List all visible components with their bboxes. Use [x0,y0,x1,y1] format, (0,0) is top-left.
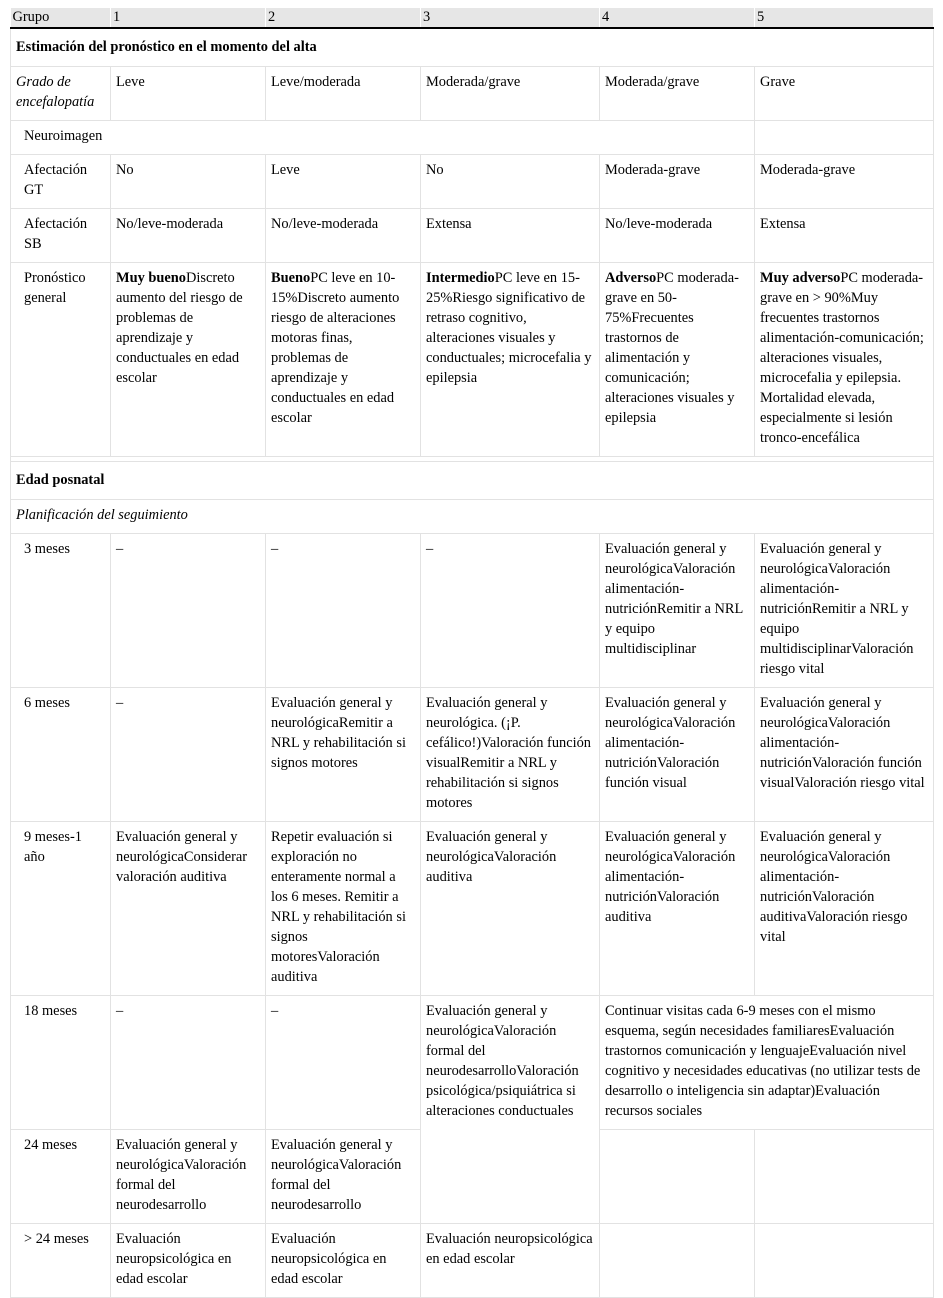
section-row [11,462,934,500]
table-cell [755,263,934,457]
table-cell: Extensa [421,209,600,263]
prognosis-grade: Bueno [271,270,311,286]
table-cell: Evaluación neuropsicológica en edad escolar [111,1224,266,1298]
table-cell: – [266,996,421,1130]
table-cell [755,1224,934,1298]
table-cell [600,263,755,457]
prognosis-text: Discreto aumento del riesgo de problemas de aprendizaje y conductuales en edad escolar [116,270,243,386]
row-label-18-meses: 18 meses [11,996,111,1130]
table-cell: Evaluación general y neurológicaValoración alimentación-nutriciónValoración función visual [600,688,755,822]
prognosis-text: PC moderada-grave en > 90%Muy frecuentes trastornos alimentación-comunicación; alteraciones visuales, microcefalia y epilepsia. Mortalidad elevada, especialmente si lesión tronco-encefálica [760,270,924,446]
table-cell: Evaluación neuropsicológica en edad escolar [421,1224,600,1298]
table-cell: Moderada-grave [755,155,934,209]
prognosis-grade: Adverso [605,270,657,286]
table-cell [600,1130,755,1224]
table-cell: Leve/moderada [266,67,421,121]
table-cell [266,263,421,457]
table-cell: Evaluación general y neurológicaValoración alimentación-nutriciónValoración función visualValoración riesgo vital [755,688,934,822]
table-cell: – [421,534,600,688]
header-row [11,8,934,28]
table-cell: Evaluación general y neurológicaConsiderar valoración auditiva [111,822,266,996]
table-cell: Repetir evaluación si exploración no enteramente normal a los 6 meses. Remitir a NRL y rehabilitación si signos motoresValoración auditiva [266,822,421,996]
table-cell: Evaluación general y neurológicaValoración formal del neurodesarrollo [111,1130,266,1224]
section-row [11,28,934,67]
table-cell: Continuar visitas cada 6-9 meses con el mismo esquema, según necesidades familiaresEvaluación trastornos comunicación y lenguajeEvaluación nivel cognitivo y necesidades educativas (no utilizar tests de desarrollo o inteligencia sin adaptar)Evaluación recursos sociales [600,996,934,1130]
header-group-1: 1 [111,8,266,28]
header-group-5: 5 [755,8,934,28]
table-cell: Evaluación general y neurológica. (¡P. cefálico!)Valoración función visualRemitir a NRL y rehabilitación si signos motores [421,688,600,822]
prognosis-text: PC leve en 10-15%Discreto aumento riesgo de alteraciones motoras finas, problemas de aprendizaje y conductuales en edad escolar [271,270,400,426]
table-cell: Evaluación general y neurológicaRemitir a NRL y rehabilitación si signos motores [266,688,421,822]
table-cell: No/leve-moderada [600,209,755,263]
table-cell: Moderada-grave [600,155,755,209]
header-group-3: 3 [421,8,600,28]
table-cell: Leve [266,155,421,209]
table-row [11,688,934,822]
table-cell: Evaluación general y neurológicaValoración alimentación-nutriciónRemitir a NRL y equipo multidisciplinar [600,534,755,688]
prognosis-text: PC leve en 15-25%Riesgo significativo de retraso cognitivo, alteraciones visuales y conductuales; microcefalia y epilepsia [426,270,592,386]
table-cell: Evaluación general y neurológicaValoración formal del neurodesarrolloValoración psicológica/psiquiátrica si alteraciones conductuales [421,996,600,1224]
section-subtitle-planning: Planificación del seguimiento [11,500,934,534]
table-row [11,1224,934,1298]
prognosis-text: PC moderada-grave en 50-75%Frecuentes trastornos de alimentación y comunicación; alteraciones visuales y epilepsia [605,270,739,426]
table-cell: No/leve-moderada [111,209,266,263]
table-row [11,263,934,457]
table-cell: – [111,534,266,688]
table-cell: Evaluación general y neurológicaValoración auditiva [421,822,600,996]
table-cell: No/leve-moderada [266,209,421,263]
row-label-24-meses: 24 meses [11,1130,111,1224]
table-cell [111,263,266,457]
table-row [11,209,934,263]
table-cell: Evaluación general y neurológicaValoración alimentación-nutriciónValoración auditivaValoración riesgo vital [755,822,934,996]
header-grupo: Grupo [11,8,111,28]
table-cell: – [266,534,421,688]
prognosis-grade: Muy bueno [116,270,186,286]
table-cell: Evaluación general y neurológicaValoración alimentación-nutriciónRemitir a NRL y equipo multidisciplinarValoración riesgo vital [755,534,934,688]
table-row [11,155,934,209]
table-cell: – [111,996,266,1130]
table-cell: No [111,155,266,209]
table-cell [600,1224,755,1298]
row-label-6-meses: 6 meses [11,688,111,822]
row-label-9-meses: 9 meses-1 año [11,822,111,996]
table-row [11,500,934,534]
table-cell [755,1130,934,1224]
prognosis-grade: Muy adverso [760,270,841,286]
table-cell: – [111,688,266,822]
section-title-postnatal: Edad posnatal [11,462,934,500]
table-row [11,822,934,996]
prognosis-grade: Intermedio [426,270,495,286]
table-cell: Moderada/grave [600,67,755,121]
header-group-4: 4 [600,8,755,28]
table-row [11,534,934,688]
table-row [11,996,934,1130]
table-cell: Evaluación general y neurológicaValoración alimentación-nutriciónValoración auditiva [600,822,755,996]
table-cell: Evaluación general y neurológicaValoración formal del neurodesarrollo [266,1130,421,1224]
table-cell: Evaluación neuropsicológica en edad escolar [266,1224,421,1298]
table-row [11,121,934,155]
table-cell: Leve [111,67,266,121]
row-label-24-plus-meses: > 24 meses [11,1224,111,1298]
row-label-pronostico: Pronóstico general [11,263,111,457]
header-group-2: 2 [266,8,421,28]
table-cell: No [421,155,600,209]
table-row [11,67,934,121]
row-label-3-meses: 3 meses [11,534,111,688]
follow-up-table-container [10,8,933,1298]
row-label-gt: Afectación GT [11,155,111,209]
row-label-encefalopatia: Grado de encefalopatía [11,67,111,121]
table-cell [421,263,600,457]
prognosis-follow-up-table [10,8,934,1298]
row-label-sb: Afectación SB [11,209,111,263]
section-title-prognosis: Estimación del pronóstico en el momento del alta [11,28,934,67]
table-cell: Moderada/grave [421,67,600,121]
row-label-neuroimagen: Neuroimagen [11,121,755,155]
table-cell: Extensa [755,209,934,263]
table-cell: Grave [755,67,934,121]
table-cell [755,121,934,155]
